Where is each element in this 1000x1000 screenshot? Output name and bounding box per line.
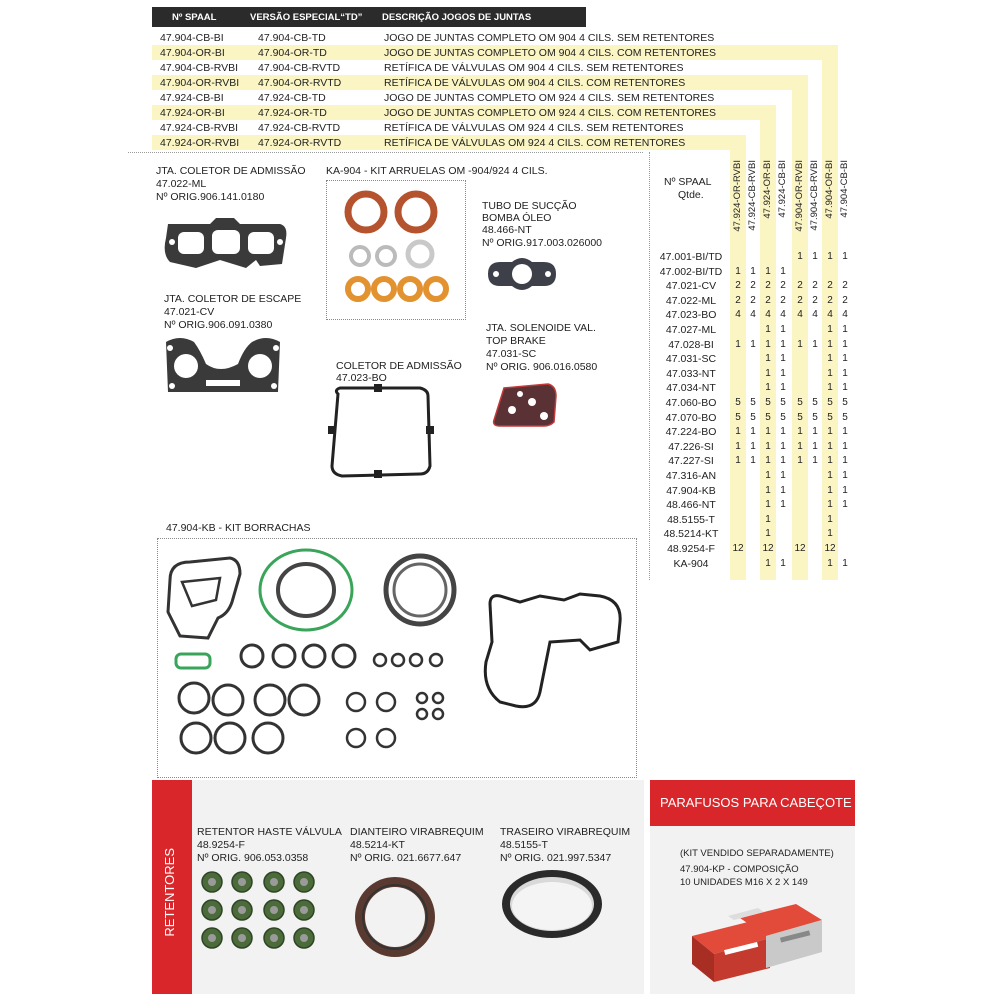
parafusos-line1: (KIT VENDIDO SEPARADAMENTE) <box>680 848 834 859</box>
row-td-code: 47.924-OR-RVTD <box>258 137 342 149</box>
matrix-cell: 5 <box>750 411 756 423</box>
matrix-cell: 1 <box>765 499 771 511</box>
matrix-cell: 1 <box>780 470 786 481</box>
dianteiro-orig: Nº ORIG. 021.6677.647 <box>350 852 462 864</box>
matrix-cell: 1 <box>780 338 786 350</box>
matrix-cell: 1 <box>765 455 771 467</box>
matrix-cell: 1 <box>827 440 833 452</box>
matrix-cell: 1 <box>765 470 771 481</box>
matrix-cell: 4 <box>735 309 741 321</box>
matrix-cell: 2 <box>780 280 786 292</box>
matrix-cell: 2 <box>797 294 803 306</box>
matrix-row-code: 48.466-NT <box>666 499 716 512</box>
matrix-cell: 1 <box>780 353 786 365</box>
matrix-cell: 5 <box>765 397 771 408</box>
row-td-code: 47.904-OR-TD <box>258 47 327 59</box>
matrix-cell: 12 <box>732 543 744 554</box>
matrix-cell: 4 <box>765 309 771 321</box>
matrix-cell: 1 <box>735 426 741 438</box>
matrix-cell: 1 <box>735 338 741 350</box>
matrix-cell: 5 <box>842 411 848 423</box>
exhaust-gasket-illustration <box>160 334 286 400</box>
matrix-cell: 1 <box>827 455 833 467</box>
matrix-cell: 5 <box>812 411 818 423</box>
coletor-escape-title: JTA. COLETOR DE ESCAPE <box>164 293 302 305</box>
tubo-succao-orig: Nº ORIG.917.003.026000 <box>482 237 602 249</box>
matrix-cell: 1 <box>735 265 741 277</box>
coletor-admissao-code: 47.023-BO <box>336 372 387 384</box>
dianteiro-title: DIANTEIRO VIRABREQUIM <box>350 826 484 838</box>
matrix-row-code: 47.227-SI <box>668 455 714 468</box>
coletor-escape-code: 47.021-CV <box>164 306 215 318</box>
coletor-escape-orig: Nº ORIG.906.091.0380 <box>164 319 273 331</box>
matrix-cell: 1 <box>827 484 833 496</box>
row-td-code: 47.924-CB-RVTD <box>258 122 341 134</box>
intake-ring-illustration <box>324 382 436 482</box>
matrix-cell: 4 <box>812 309 818 321</box>
matrix-cell: 1 <box>765 557 771 569</box>
traseiro-code: 48.5155-T <box>500 839 548 851</box>
row-spaal-code: 47.904-CB-RVBI <box>160 62 239 74</box>
matrix-cell: 1 <box>812 440 818 452</box>
matrix-cell: 4 <box>827 309 833 321</box>
matrix-column-header: 47.924-OR-RVBI <box>732 160 743 232</box>
matrix-column-header: 47.904-CB-BI <box>839 160 850 218</box>
matrix-cell: 1 <box>812 426 818 438</box>
matrix-cell: 5 <box>842 397 848 408</box>
matrix-cell: 1 <box>842 426 848 438</box>
matrix-cell: 1 <box>842 353 848 365</box>
matrix-cell: 1 <box>797 251 803 262</box>
matrix-cell: 5 <box>735 411 741 423</box>
matrix-cell: 5 <box>735 397 741 408</box>
row-spaal-code: 47.924-OR-RVBI <box>160 137 240 149</box>
matrix-cell: 1 <box>842 470 848 481</box>
matrix-cell: 4 <box>750 309 756 321</box>
matrix-cell: 1 <box>842 251 848 262</box>
matrix-column-header: 47.904-CB-RVBI <box>809 160 820 231</box>
front-seal-illustration <box>350 872 440 962</box>
intake-gasket-illustration <box>160 214 290 272</box>
traseiro-orig: Nº ORIG. 021.997.5347 <box>500 852 612 864</box>
traseiro-title: TRASEIRO VIRABREQUIM <box>500 826 631 838</box>
retentor-haste-title: RETENTOR HASTE VÁLVULA <box>197 826 342 838</box>
matrix-cell: 2 <box>827 294 833 306</box>
solenoide-code: 47.031-SC <box>486 348 537 360</box>
matrix-cell: 5 <box>780 411 786 423</box>
coletor-admissao-title: COLETOR DE ADMISSÃO <box>336 360 462 372</box>
matrix-row-code: 47.904-KB <box>666 484 716 497</box>
row-td-code: 47.924-OR-TD <box>258 107 327 119</box>
matrix-cell: 1 <box>765 426 771 438</box>
matrix-cell: 2 <box>780 294 786 306</box>
matrix-cell: 4 <box>780 309 786 321</box>
matrix-cell: 2 <box>797 280 803 292</box>
matrix-cell: 1 <box>842 367 848 379</box>
suction-gasket-illustration <box>484 254 560 294</box>
matrix-header-spaal: Nº SPAAL <box>664 176 712 188</box>
matrix-cell: 2 <box>842 280 848 292</box>
matrix-cell: 1 <box>797 338 803 350</box>
matrix-cell: 5 <box>765 411 771 423</box>
matrix-cell: 2 <box>827 280 833 292</box>
matrix-cell: 1 <box>827 367 833 379</box>
matrix-cell: 1 <box>842 484 848 496</box>
row-spaal-code: 47.924-CB-RVBI <box>160 122 239 134</box>
matrix-row-code: 47.060-BO <box>665 397 717 409</box>
bolt-boxes-illustration <box>688 898 832 982</box>
tubo-succao-title1: TUBO DE SUCÇÃO <box>482 200 577 212</box>
matrix-cell: 1 <box>827 353 833 365</box>
matrix-cell: 12 <box>762 543 774 554</box>
parafusos-title: PARAFUSOS PARA CABEÇOTE <box>660 795 852 810</box>
matrix-cell: 1 <box>842 382 848 394</box>
row-td-code: 47.904-OR-RVTD <box>258 77 342 89</box>
header-descricao: DESCRIÇÃO JOGOS DE JUNTAS <box>382 12 532 23</box>
parafusos-line3: 10 UNIDADES M16 X 2 X 149 <box>680 877 808 888</box>
matrix-column-header: 47.924-CB-RVBI <box>747 160 758 231</box>
row-spaal-code: 47.924-OR-BI <box>160 107 225 119</box>
matrix-row-code: 47.022-ML <box>665 294 717 307</box>
matrix-cell: 4 <box>797 309 803 321</box>
matrix-cell: 2 <box>735 280 741 292</box>
matrix-cell: 2 <box>735 294 741 306</box>
rubber-kit-illustration <box>160 542 630 772</box>
matrix-cell: 2 <box>765 280 771 292</box>
matrix-column-header: 47.924-CB-BI <box>777 160 788 218</box>
matrix-row-code: 47.316-AN <box>665 470 717 482</box>
matrix-column-header: 47.924-OR-BI <box>762 160 773 219</box>
matrix-cell: 2 <box>812 294 818 306</box>
matrix-cell: 5 <box>812 397 818 408</box>
matrix-cell: 1 <box>780 499 786 511</box>
matrix-cell: 1 <box>827 251 833 262</box>
matrix-cell: 1 <box>842 499 848 511</box>
solenoide-orig: Nº ORIG. 906.016.0580 <box>486 361 598 373</box>
row-spaal-code: 47.904-CB-BI <box>160 32 224 44</box>
matrix-row-code: KA-904 <box>673 557 709 570</box>
matrix-cell: 2 <box>842 294 848 306</box>
matrix-cell: 1 <box>780 367 786 379</box>
matrix-cell: 12 <box>794 543 806 554</box>
matrix-cell: 1 <box>842 440 848 452</box>
matrix-cell: 1 <box>827 382 833 394</box>
matrix-cell: 2 <box>812 280 818 292</box>
matrix-cell: 1 <box>827 470 833 481</box>
tubo-succao-code: 48.466-NT <box>482 224 532 236</box>
tubo-succao-title2: BOMBA ÓLEO <box>482 212 552 224</box>
matrix-cell: 5 <box>797 411 803 423</box>
matrix-cell: 1 <box>735 440 741 452</box>
matrix-cell: 1 <box>780 440 786 452</box>
matrix-row-code: 48.5155-T <box>667 513 715 526</box>
dianteiro-code: 48.5214-KT <box>350 839 405 851</box>
matrix-row-code: 47.033-NT <box>666 367 716 380</box>
matrix-row-code: 47.002-BI/TD <box>659 265 723 278</box>
matrix-cell: 1 <box>735 455 741 467</box>
matrix-row-code: 47.224-BO <box>665 426 717 439</box>
matrix-row-code: 47.023-BO <box>665 309 717 322</box>
matrix-cell: 1 <box>797 440 803 452</box>
matrix-cell: 5 <box>750 397 756 408</box>
matrix-cell: 5 <box>827 411 833 423</box>
matrix-cell: 12 <box>824 543 836 554</box>
matrix-cell: 1 <box>765 265 771 277</box>
coletor-admissao-jta-orig: Nº ORIG.906.141.0180 <box>156 191 265 203</box>
matrix-cell: 1 <box>765 484 771 496</box>
matrix-cell: 1 <box>797 426 803 438</box>
matrix-cell: 1 <box>780 382 786 394</box>
matrix-cell: 2 <box>750 280 756 292</box>
matrix-row-code: 47.021-CV <box>665 280 717 293</box>
row-description: JOGO DE JUNTAS COMPLETO OM 904 4 CILS. SEM RETENTORES <box>384 32 715 44</box>
kit-borrachas-title: 47.904-KB - KIT BORRACHAS <box>166 522 311 534</box>
coletor-admissao-jta-code: 47.022-ML <box>156 178 207 190</box>
row-td-code: 47.904-CB-RVTD <box>258 62 341 74</box>
matrix-cell: 1 <box>780 484 786 496</box>
matrix-cell: 1 <box>780 324 786 335</box>
row-spaal-code: 47.924-CB-BI <box>160 92 224 104</box>
matrix-cell: 1 <box>750 440 756 452</box>
matrix-row-code: 48.9254-F <box>667 543 715 555</box>
coletor-admissao-jta-title: JTA. COLETOR DE ADMISSÃO <box>156 165 306 177</box>
matrix-cell: 1 <box>765 528 771 540</box>
matrix-cell: 1 <box>842 324 848 335</box>
matrix-cell: 1 <box>827 513 833 525</box>
row-description: RETÍFICA DE VÁLVULAS OM 904 4 CILS. COM RETENTORES <box>384 77 686 89</box>
matrix-cell: 1 <box>842 338 848 350</box>
parafusos-line2: 47.904-KP - COMPOSIÇÃO <box>680 864 799 875</box>
matrix-row-code: 47.226-SI <box>668 440 714 453</box>
matrix-row-code: 47.027-ML <box>665 324 717 336</box>
row-description: RETÍFICA DE VÁLVULAS OM 924 4 CILS. SEM RETENTORES <box>384 122 684 134</box>
matrix-cell: 2 <box>750 294 756 306</box>
header-spaal: Nº SPAAL <box>172 12 217 23</box>
solenoide-title1: JTA. SOLENOIDE VAL. <box>486 322 596 334</box>
row-description: RETÍFICA DE VÁLVULAS OM 904 4 CILS. SEM RETENTORES <box>384 62 684 74</box>
matrix-row-code: 47.034-NT <box>666 382 716 395</box>
matrix-cell: 1 <box>765 324 771 335</box>
matrix-cell: 1 <box>765 353 771 365</box>
matrix-row-code: 47.070-BO <box>665 411 717 424</box>
matrix-cell: 1 <box>750 426 756 438</box>
matrix-cell: 1 <box>780 265 786 277</box>
matrix-cell: 1 <box>812 455 818 467</box>
row-description: RETÍFICA DE VÁLVULAS OM 924 4 CILS. COM RETENTORES <box>384 137 686 149</box>
matrix-cell: 5 <box>827 397 833 408</box>
row-spaal-code: 47.904-OR-RVBI <box>160 77 240 89</box>
row-description: JOGO DE JUNTAS COMPLETO OM 924 4 CILS. SEM RETENTORES <box>384 92 715 104</box>
matrix-cell: 1 <box>797 455 803 467</box>
matrix-cell: 1 <box>812 251 818 262</box>
matrix-cell: 1 <box>765 513 771 525</box>
row-td-code: 47.904-CB-TD <box>258 32 326 44</box>
matrix-cell: 1 <box>842 455 848 467</box>
matrix-cell: 1 <box>765 338 771 350</box>
matrix-cell: 5 <box>797 397 803 408</box>
ka904-title: KA-904 - KIT ARRUELAS OM -904/924 4 CILS. <box>326 165 548 177</box>
matrix-header-qtde: Qtde. <box>678 189 704 201</box>
header-versao: VERSÃO ESPECIAL“TD” <box>250 12 363 23</box>
retentores-side-label: RETENTORES <box>162 848 177 937</box>
valve-seal-illustration <box>196 870 326 954</box>
matrix-cell: 1 <box>827 324 833 335</box>
matrix-column-highlight <box>792 75 808 580</box>
rear-seal-illustration <box>500 868 604 940</box>
matrix-cell: 1 <box>827 528 833 540</box>
matrix-cell: 1 <box>842 557 848 569</box>
matrix-cell: 1 <box>780 557 786 569</box>
matrix-cell: 1 <box>750 455 756 467</box>
matrix-row-code: 48.5214-KT <box>663 528 719 541</box>
matrix-cell: 1 <box>827 499 833 511</box>
matrix-cell: 1 <box>750 338 756 350</box>
matrix-column-header: 47.904-OR-BI <box>824 160 835 219</box>
matrix-column-header: 47.904-OR-RVBI <box>794 160 805 232</box>
matrix-cell: 1 <box>780 426 786 438</box>
matrix-cell: 1 <box>765 367 771 379</box>
retentor-haste-orig: Nº ORIG. 906.053.0358 <box>197 852 309 864</box>
row-description: JOGO DE JUNTAS COMPLETO OM 904 4 CILS. COM RETENTORES <box>384 47 716 59</box>
solenoid-gasket-illustration <box>490 380 560 428</box>
washer-kit-illustration <box>334 186 458 310</box>
row-td-code: 47.924-CB-TD <box>258 92 326 104</box>
row-spaal-code: 47.904-OR-BI <box>160 47 225 59</box>
matrix-cell: 1 <box>765 382 771 394</box>
matrix-cell: 2 <box>765 294 771 306</box>
matrix-row-code: 47.028-BI <box>668 338 714 351</box>
matrix-cell: 1 <box>750 265 756 277</box>
matrix-cell: 4 <box>842 309 848 321</box>
matrix-cell: 1 <box>812 338 818 350</box>
matrix-cell: 1 <box>827 338 833 350</box>
matrix-cell: 1 <box>780 455 786 467</box>
solenoide-title2: TOP BRAKE <box>486 335 546 347</box>
row-description: JOGO DE JUNTAS COMPLETO OM 924 4 CILS. COM RETENTORES <box>384 107 716 119</box>
matrix-row-code: 47.001-BI/TD <box>659 251 723 263</box>
matrix-row-code: 47.031-SC <box>665 353 717 366</box>
retentor-haste-code: 48.9254-F <box>197 839 245 851</box>
matrix-cell: 1 <box>765 440 771 452</box>
matrix-cell: 5 <box>780 397 786 408</box>
matrix-cell: 1 <box>827 557 833 569</box>
matrix-cell: 1 <box>827 426 833 438</box>
